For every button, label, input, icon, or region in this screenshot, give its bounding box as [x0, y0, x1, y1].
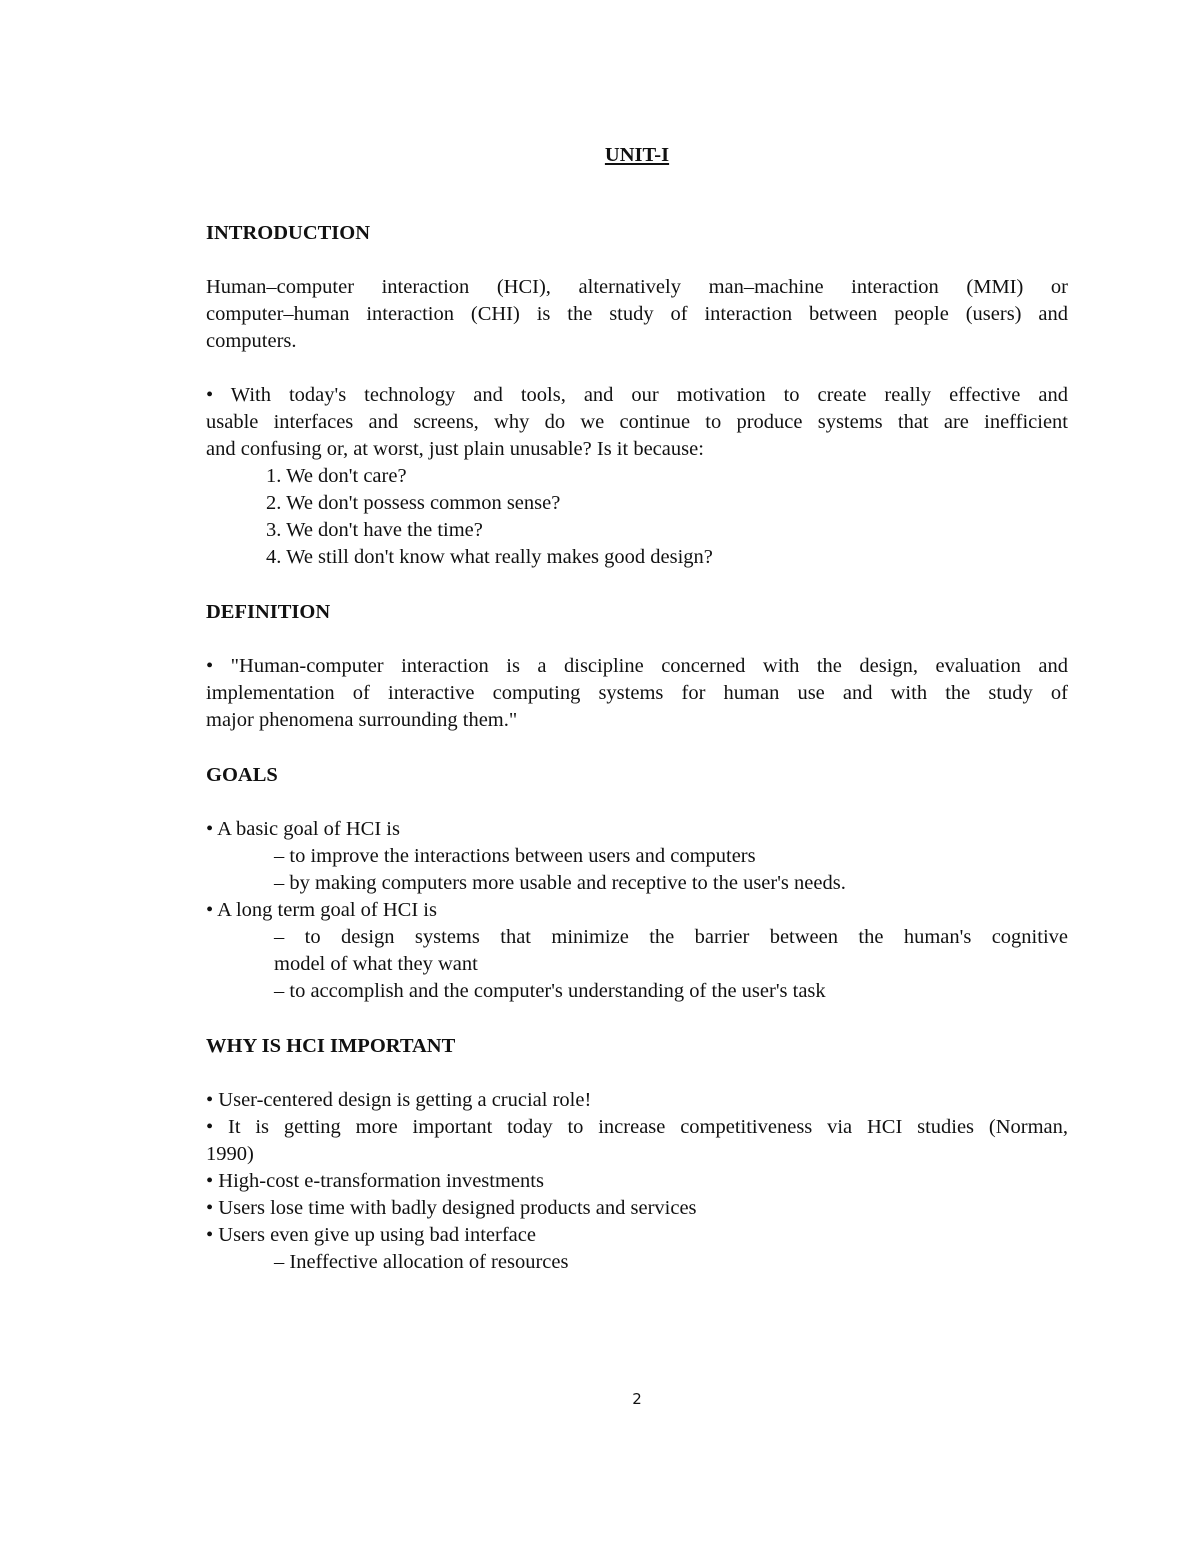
importance-item: • User-centered design is getting a crucial role!	[206, 1089, 592, 1111]
page-title: UNIT-I	[604, 144, 670, 166]
intro-paragraph-line-2: computer–human interaction (CHI) is the study of interaction between people (users) and	[206, 303, 1068, 325]
definition-heading: DEFINITION	[206, 601, 331, 623]
intro-bullet-line-3: and confusing or, at worst, just plain unusable? Is it because:	[206, 438, 704, 460]
list-item: 3. We don't have the time?	[266, 519, 483, 541]
page-number: 2	[632, 1390, 642, 1408]
importance-item: • Users even give up using bad interface	[206, 1224, 536, 1246]
introduction-heading: INTRODUCTION	[206, 222, 371, 244]
definition-line-2: implementation of interactive computing systems for human use and with the study of	[206, 682, 1068, 704]
intro-paragraph-line-1: Human–computer interaction (HCI), alternatively man–machine interaction (MMI) or	[206, 276, 1068, 298]
goal-sub-item: – to design systems that minimize the barrier between the human's cognitive	[274, 926, 1068, 948]
importance-item-continued: 1990)	[206, 1143, 254, 1165]
goal-sub-item: – to accomplish and the computer's understanding of the user's task	[274, 980, 826, 1002]
basic-goal-line: • A basic goal of HCI is	[206, 818, 400, 840]
importance-item: • High-cost e-transformation investments	[206, 1170, 544, 1192]
intro-paragraph-line-3: computers.	[206, 330, 297, 352]
importance-heading: WHY IS HCI IMPORTANT	[206, 1035, 456, 1057]
list-item: 2. We don't possess common sense?	[266, 492, 561, 514]
list-item: 4. We still don't know what really makes good design?	[266, 546, 713, 568]
goal-sub-item-continued: model of what they want	[274, 953, 478, 975]
long-goal-line: • A long term goal of HCI is	[206, 899, 437, 921]
intro-bullet-line-2: usable interfaces and screens, why do we continue to produce systems that are inefficient	[206, 411, 1068, 433]
list-item: 1. We don't care?	[266, 465, 407, 487]
definition-line-3: major phenomena surrounding them."	[206, 709, 518, 731]
goal-sub-item: – to improve the interactions between users and computers	[274, 845, 756, 867]
importance-sub-item: – Ineffective allocation of resources	[274, 1251, 569, 1273]
importance-item: • Users lose time with badly designed products and services	[206, 1197, 697, 1219]
goals-heading: GOALS	[206, 764, 278, 786]
importance-item: • It is getting more important today to increase competitiveness via HCI studies (Norman,	[206, 1116, 1068, 1138]
goal-sub-item: – by making computers more usable and receptive to the user's needs.	[274, 872, 846, 894]
intro-bullet-line-1: • With today's technology and tools, and our motivation to create really effective and	[206, 384, 1068, 406]
definition-line-1: • "Human-computer interaction is a discipline concerned with the design, evaluation and	[206, 655, 1068, 677]
